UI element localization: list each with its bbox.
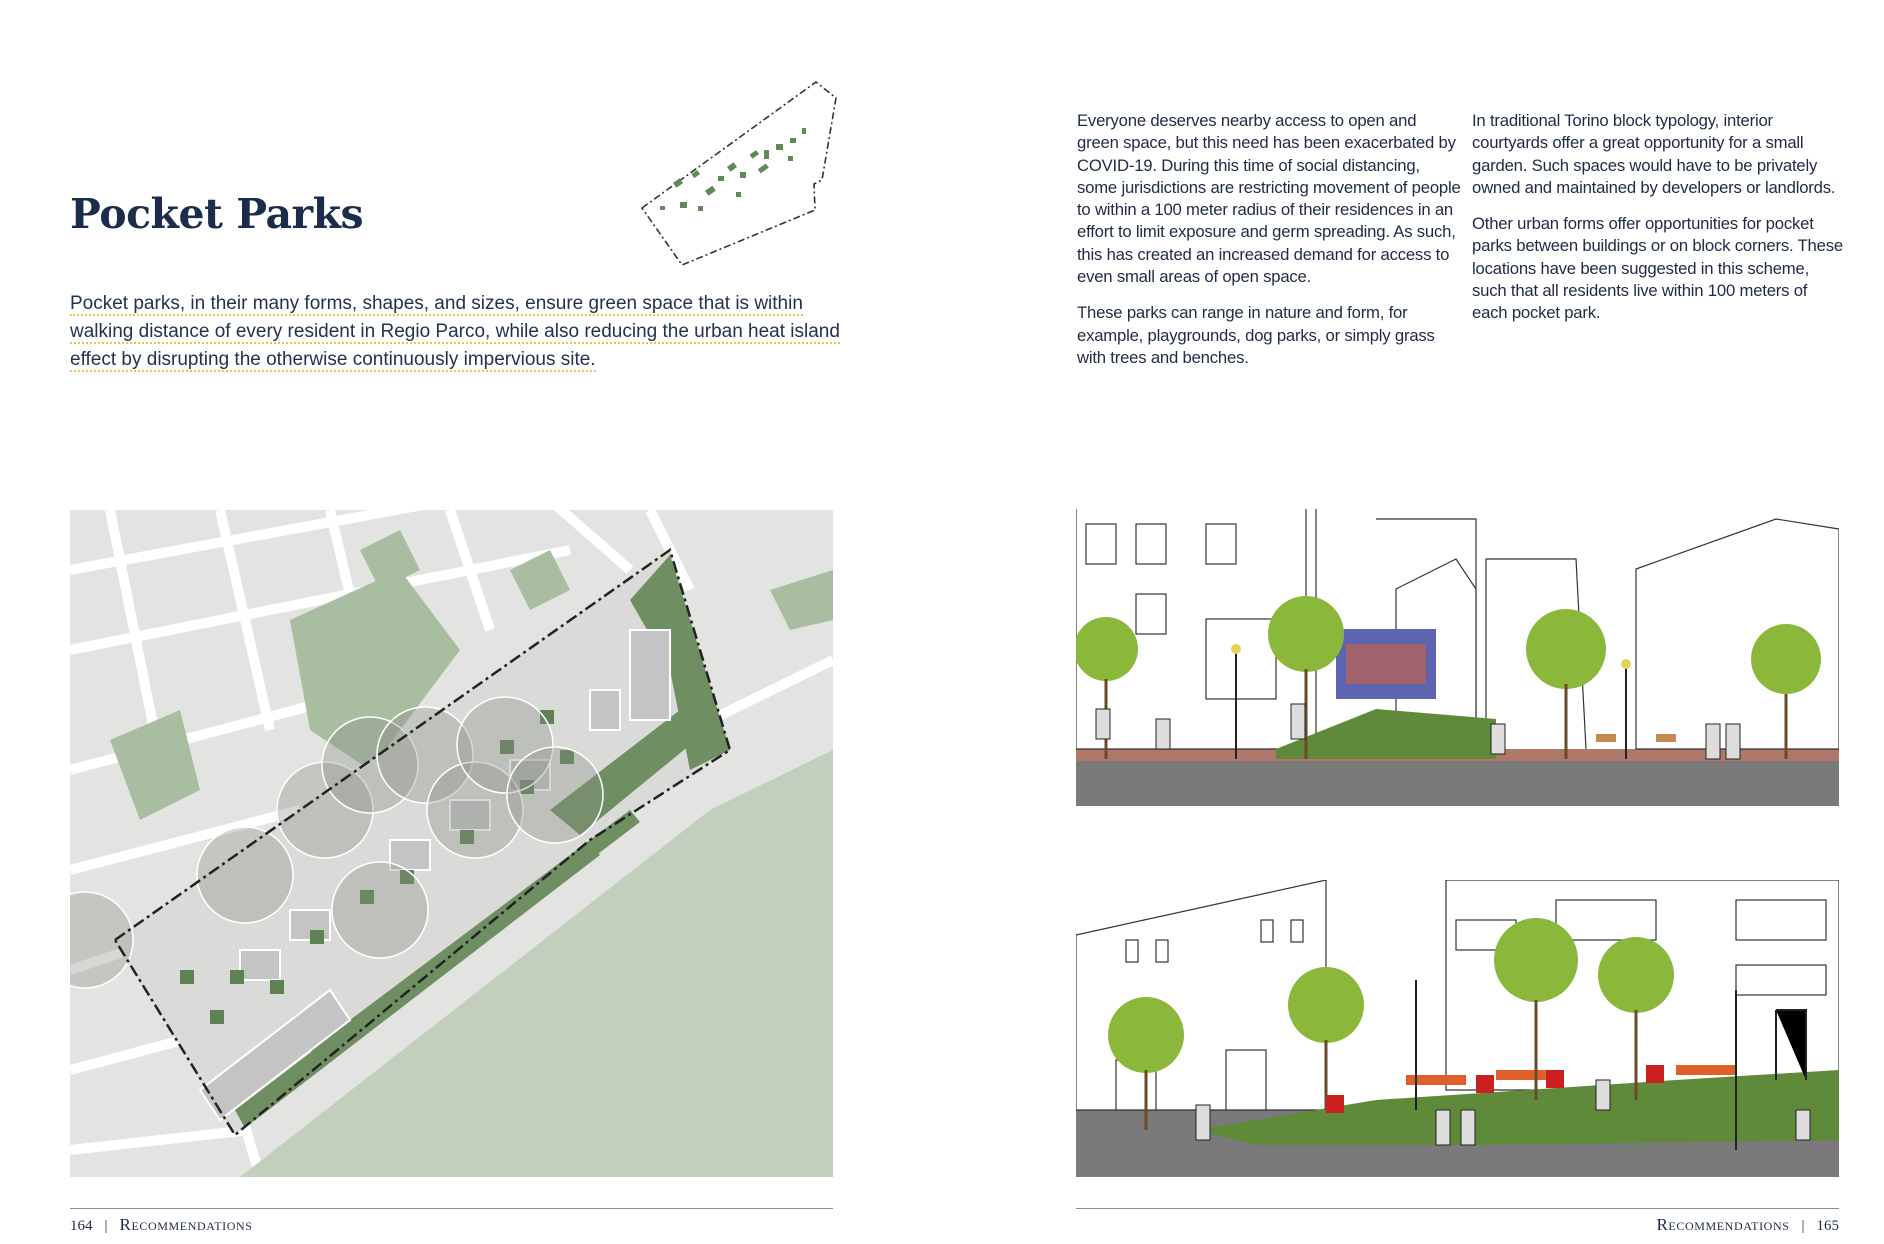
site-plan-map (70, 510, 833, 1177)
section-label-right: Recommendations (1656, 1215, 1790, 1234)
footer-right (1656, 1215, 1839, 1235)
pocket-park-illustration-top (1076, 509, 1839, 806)
paragraph: Other urban forms offer opportunities for pocket parks between buildings or on block corners. These locations have been suggested in this scheme, such that all residents live within 100 meters of each pocket park. (1472, 214, 1843, 323)
intro-text: Pocket parks, in their many forms, shapes, and sizes, ensure green space that is within walking distance of every resident in Regio Parco, while also reducing the urban heat island effect by disrupting the otherwise continuously impervious site. (70, 293, 840, 370)
page-number-left: 164 (70, 1218, 93, 1234)
footer-rule-left (70, 1208, 833, 1209)
body-column-left (1077, 110, 1462, 383)
footer-rule-right (1076, 1208, 1839, 1209)
footer-left (70, 1215, 253, 1235)
footer-separator: | (104, 1218, 108, 1234)
paragraph: These parks can range in nature and form, for example, playgrounds, dog parks, or simply grass with trees and benches. (1077, 303, 1435, 367)
footer-separator: | (1801, 1218, 1805, 1234)
body-column-right (1472, 110, 1847, 339)
intro-paragraph (70, 290, 840, 374)
paragraph: Everyone deserves nearby access to open and green space, but this need has been exacerbated by COVID-19. During this time of social distancing, some jurisdictions are restricting movement of people to within a 100 meter radius of their residences in an effort to limit exposure and germ spreading. As such, this has created an increased demand for access to even small areas of open space. (1077, 111, 1461, 287)
site-outline-thumbnail (640, 80, 840, 270)
section-label-left: Recommendations (119, 1215, 253, 1234)
paragraph: In traditional Torino block typology, interior courtyards offer a great opportunity for a small garden. Such spaces would have to be privately owned and maintained by developers or landlords. (1472, 111, 1836, 197)
pocket-park-illustration-bottom (1076, 880, 1839, 1177)
page-number-right: 165 (1816, 1218, 1839, 1234)
page-title: Pocket Parks (70, 190, 364, 238)
